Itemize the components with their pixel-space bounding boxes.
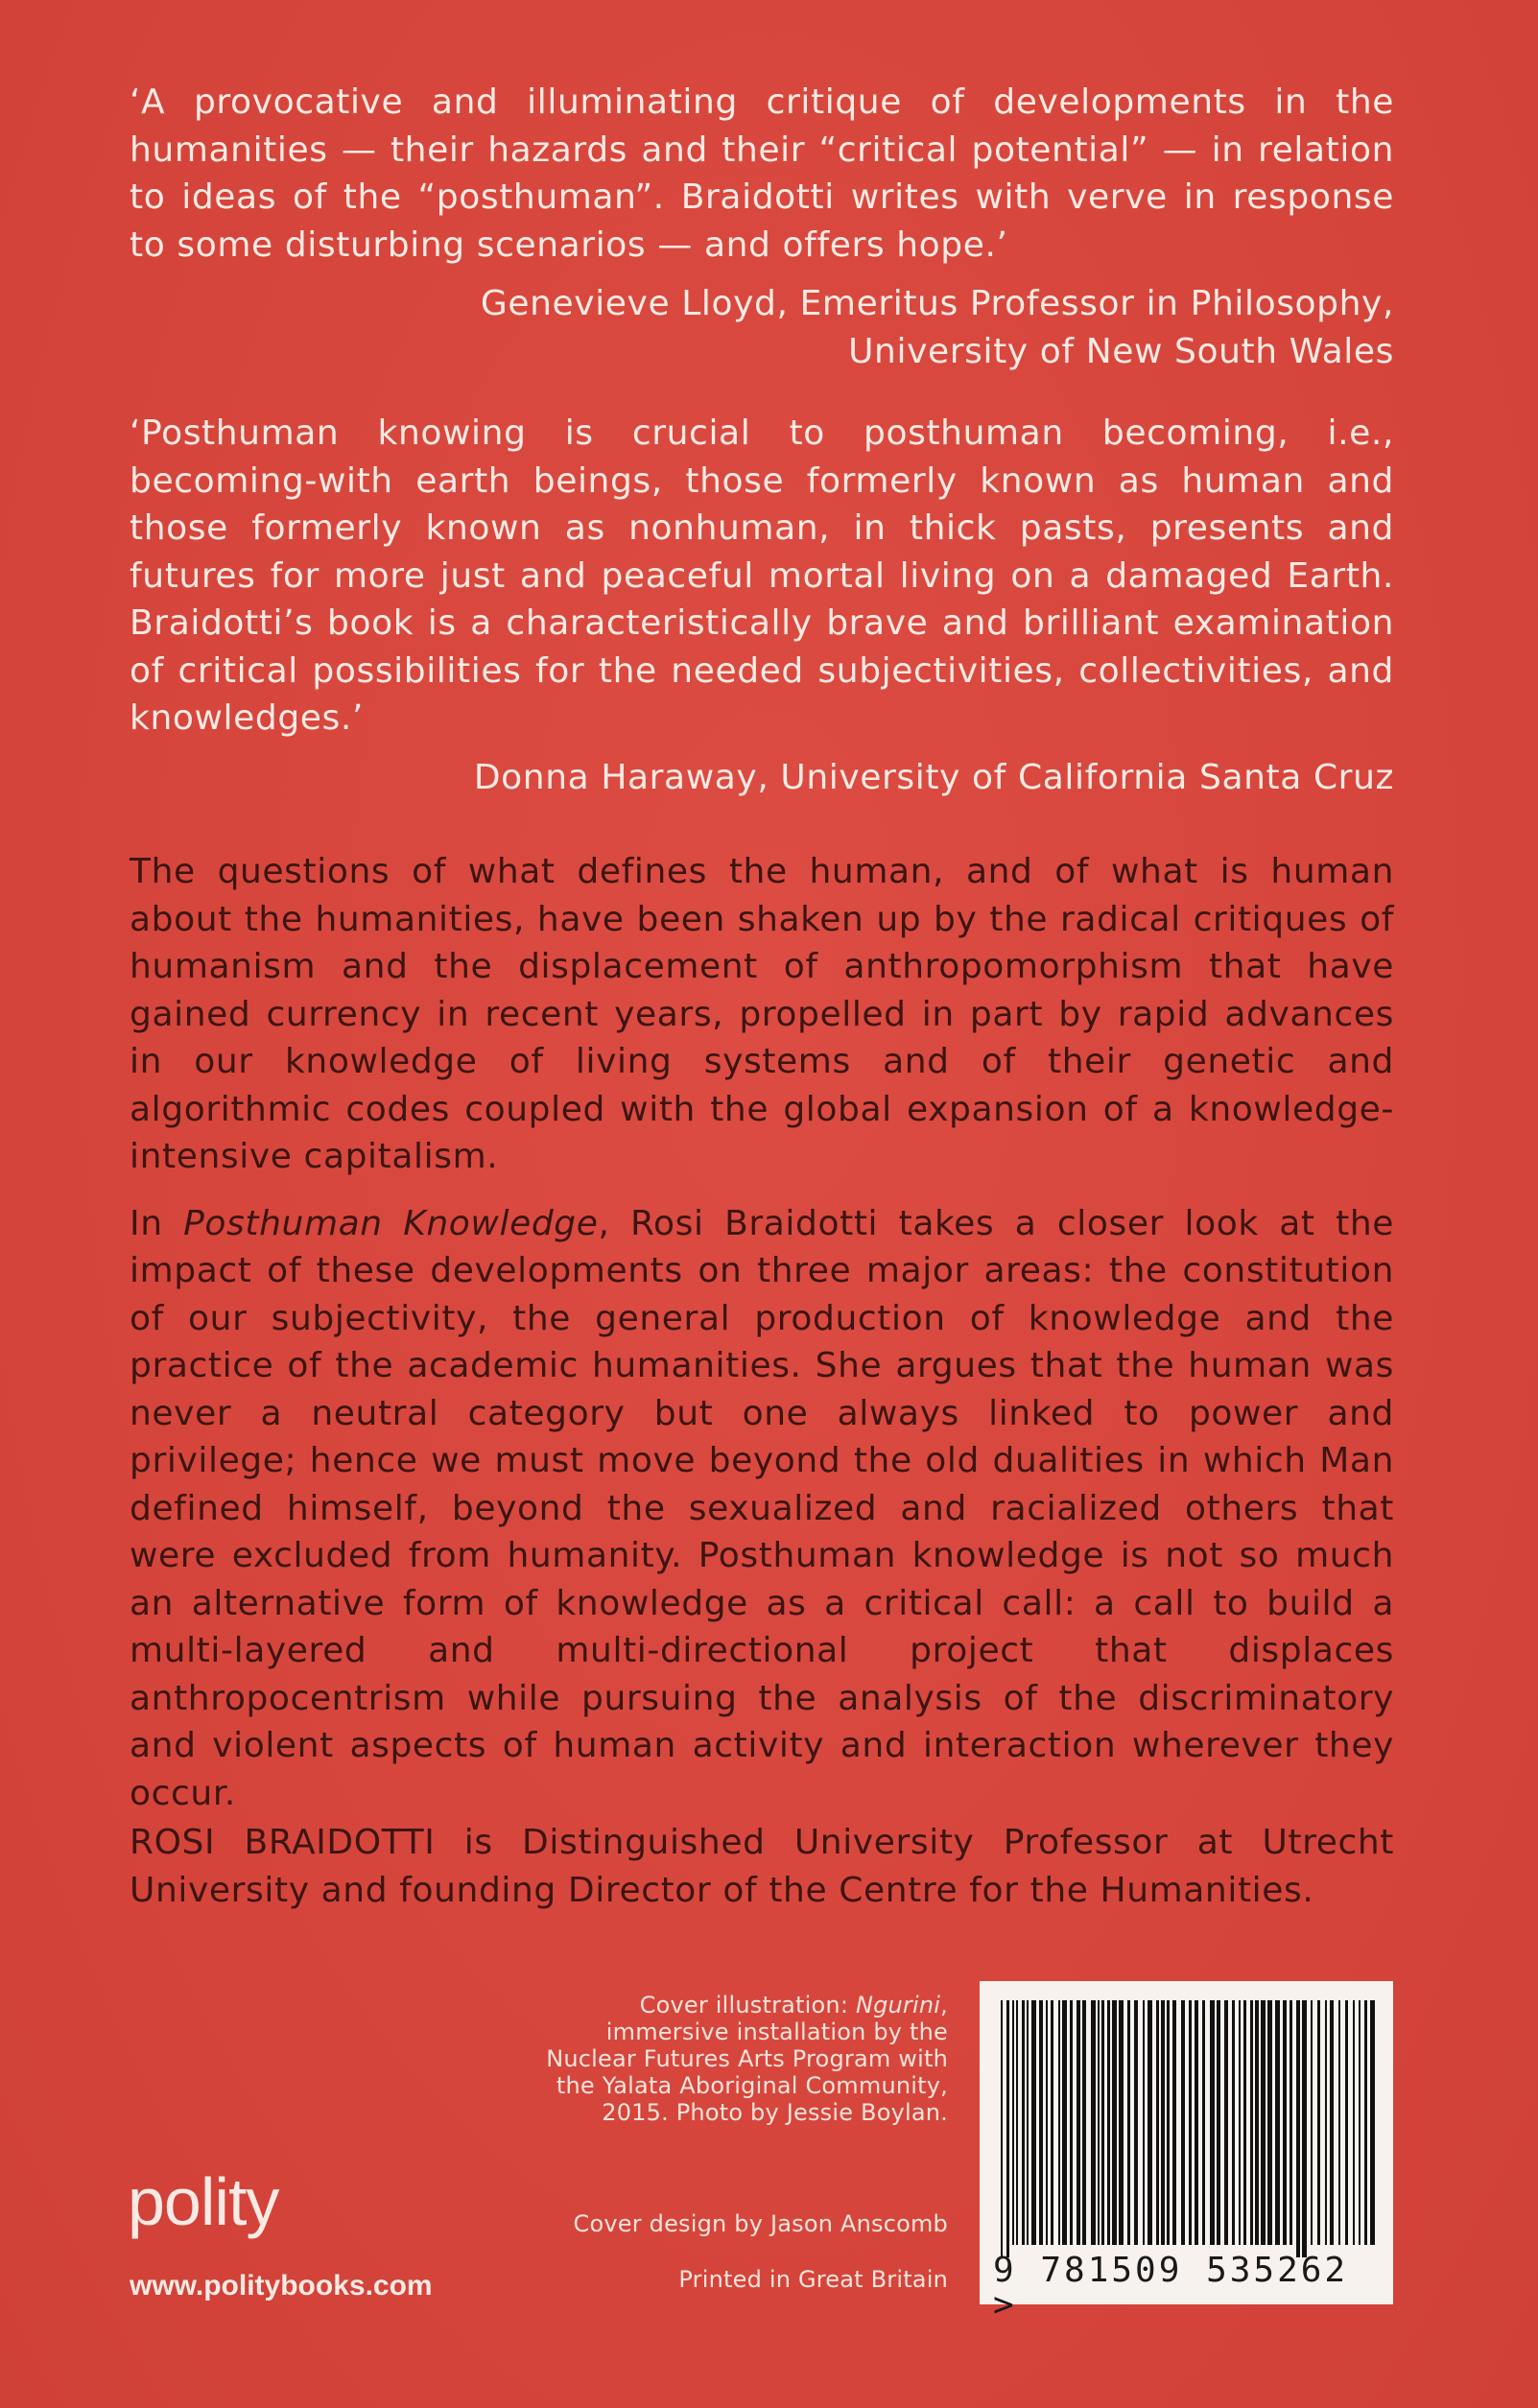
cover-design-credit: Cover design by Jason Anscomb — [573, 2210, 948, 2237]
barcode-bar — [1189, 2000, 1192, 2245]
barcode-bar — [1022, 2000, 1025, 2245]
credit-title: Ngurini — [855, 1992, 941, 2018]
barcode-bar — [1317, 2000, 1320, 2245]
barcode-bar — [1217, 2000, 1220, 2245]
barcode-bar — [1210, 2000, 1215, 2245]
barcode-bar — [1012, 2000, 1014, 2245]
barcode-bar — [1202, 2000, 1205, 2245]
barcode-bar — [1330, 2000, 1334, 2245]
barcode-bar — [1161, 2000, 1165, 2245]
description-paragraph-2 — [130, 1200, 1394, 1818]
barcode-bar — [1077, 2000, 1080, 2245]
description-body: , Rosi Braidotti takes a closer look at the impact of these developments on three major areas: the constitution of our subjectivity, the general production of knowledge and the practice of the academic humanities. She argues that the human was never a neutral category but one always linked to power and privilege; hence we must move beyond the old dualities in which Man defined himself, beyond the sexualized and racialized others that were excluded from humanity. Posthuman knowledge is not so much an alternative form of knowledge as a critical call: a call to build a multi-layered and multi-directional project that displaces anthropocentrism while pursuing the analysis of the discriminatory and violent aspects of human activity and interaction wherever they occur. — [130, 1203, 1394, 1813]
barcode-bar — [1167, 2000, 1170, 2245]
barcode-bar — [1267, 2000, 1272, 2245]
barcode-bar — [1006, 2000, 1009, 2257]
endorsement-attribution: Donna Haraway, University of California Santa Cruz — [473, 757, 1394, 797]
barcode-bar — [1039, 2000, 1043, 2245]
isbn-barcode — [980, 1981, 1393, 2325]
barcode-bar — [1031, 2000, 1036, 2245]
book-description — [130, 848, 1394, 1817]
barcode-bar — [1127, 2000, 1130, 2245]
barcode-bar — [1091, 2000, 1096, 2245]
endorsement-haraway — [130, 410, 1394, 801]
barcode-bar — [1224, 2000, 1228, 2245]
barcode-bar — [1027, 2000, 1029, 2245]
barcode-bar — [1016, 2000, 1018, 2245]
credit-rest: , immersive installation by the Nuclear Futures Arts Program with the Yalata Aboriginal Community, 2015. Photo by Jessie Boylan. — [546, 1992, 948, 2126]
barcode-bar — [1255, 2000, 1259, 2245]
barcode-bar — [1370, 2000, 1375, 2245]
barcode-bar — [1098, 2000, 1100, 2245]
barcode-bar — [1181, 2000, 1185, 2245]
barcode-bar — [1296, 2000, 1300, 2257]
barcode-bar — [1119, 2000, 1124, 2245]
book-title: Posthuman Knowledge — [183, 1203, 599, 1243]
barcode-bar — [1261, 2000, 1266, 2245]
barcode-bar — [1101, 2000, 1104, 2245]
author-bio-block — [130, 1819, 1394, 1914]
barcode-bar — [1107, 2000, 1110, 2245]
barcode-bar — [1311, 2000, 1313, 2245]
polity-logo: polity — [128, 2164, 279, 2239]
barcode-bar — [1051, 2000, 1053, 2245]
barcode-bar — [1243, 2000, 1246, 2245]
barcode-bar — [1062, 2000, 1067, 2245]
description-paragraph-1: The questions of what defines the human, and of what is human about the humanities, have been shaken up by the radical critiques of humanism and the displacement of anthropomorphism that have gained currency in recent years, propelled in part by rapid advances in our knowledge of living systems and of their genetic and algorithmic codes coupled with the global expansion of a knowledge-intensive capitalism. — [130, 852, 1394, 1176]
endorsement-attribution-affiliation: University of New South Wales — [848, 331, 1394, 371]
barcode-bar — [1325, 2000, 1327, 2245]
barcode-bar — [1283, 2000, 1287, 2245]
barcode-bar — [1156, 2000, 1159, 2245]
barcode-bar — [1070, 2000, 1073, 2245]
cover-illustration-credit — [518, 1992, 948, 2126]
barcode-bar — [1112, 2000, 1117, 2245]
barcode-bar — [1302, 2000, 1307, 2257]
barcode-bar — [1250, 2000, 1253, 2245]
barcode-bar — [1148, 2000, 1152, 2245]
endorsement-attribution: Genevieve Lloyd, Emeritus Professor in Philosophy, — [480, 284, 1394, 323]
barcode-bar — [1290, 2000, 1292, 2245]
barcode-bar — [1058, 2000, 1060, 2245]
description-intro: In — [130, 1203, 184, 1243]
barcode-bar — [1232, 2000, 1235, 2245]
author-bio: ROSI BRAIDOTTI is Distinguished University Professor at Utrecht University and founding Director of the Centre for the Humanities. — [130, 1823, 1394, 1910]
barcode-bar — [1195, 2000, 1198, 2245]
barcode-bar — [1001, 2000, 1003, 2257]
isbn-digits: 9 781509 535262 > — [993, 2251, 1349, 2325]
barcode-bar — [1046, 2000, 1048, 2245]
barcode-bar — [1353, 2000, 1355, 2245]
endorsement-quote: ‘A provocative and illuminating critique of developments in the humanities — their hazards and their “critical potential” — in relation to ideas of the “posthuman”. Braidotti writes with verve in response to some disturbing scenarios — and offers hope.’ — [130, 83, 1394, 265]
publisher-website: www.politybooks.com — [130, 2270, 433, 2302]
barcode-bar — [1239, 2000, 1241, 2245]
barcode-bar — [1134, 2000, 1138, 2245]
barcode-bar — [1359, 2000, 1361, 2245]
endorsement-lloyd — [130, 79, 1394, 375]
barcode-bar — [1172, 2000, 1176, 2245]
credit-prefix: Cover illustration: — [639, 1992, 856, 2018]
printed-in-note: Printed in Great Britain — [678, 2266, 948, 2293]
barcode-bar — [1338, 2000, 1340, 2245]
endorsement-quote: ‘Posthuman knowing is crucial to posthuman becoming, i.e., becoming-with earth beings, those formerly known as human and those formerly known as nonhuman, in thick pasts, presents and futures for more just and peaceful mortal living on a damaged Earth. Braidotti’s book is a characteristically brave and brilliant examination of critical possibilities for the needed subjectivities, collectivities, and knowledges.’ — [130, 413, 1394, 738]
barcode-bar — [1345, 2000, 1348, 2245]
barcode-bar — [1364, 2000, 1367, 2245]
barcode-bar — [1275, 2000, 1280, 2245]
barcode-bar — [1082, 2000, 1086, 2245]
barcode-bar — [1143, 2000, 1145, 2245]
